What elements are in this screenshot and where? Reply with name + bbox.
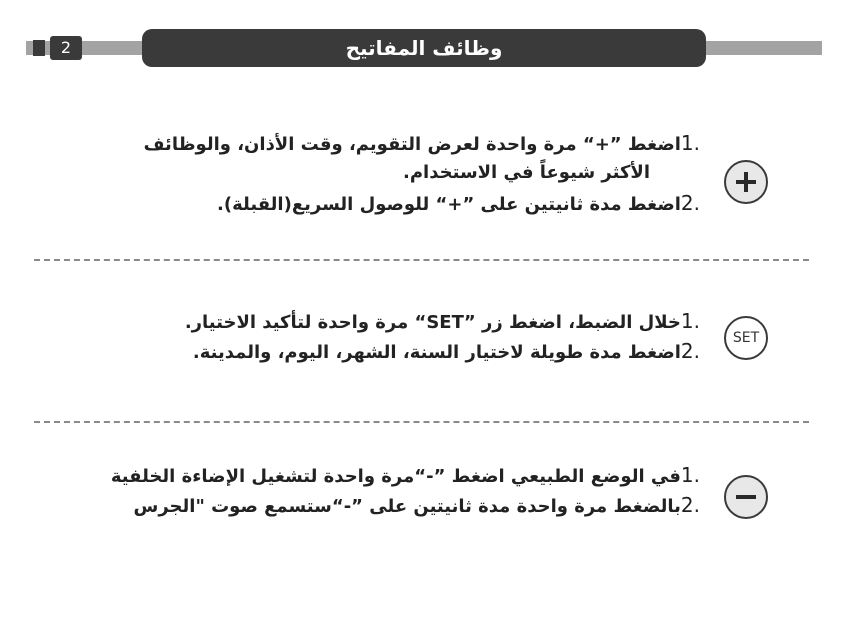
page-title: وظائف المفاتيح <box>142 29 706 67</box>
set-key-description <box>20 306 700 366</box>
minus-key-description <box>10 460 700 520</box>
minus-key <box>724 475 768 519</box>
plus-icon-stem <box>744 172 748 192</box>
description-line: .2بالضغط مرة واحدة مدة ثانيتين على ”-“ستسمع صوت "الجرس <box>133 493 700 517</box>
description-line: الأكثر شيوعاً في الاستخدام. <box>403 162 650 183</box>
description-line: .2اضغط مدة ثانيتين على ”+“ للوصول السريع(القبلة). <box>217 191 700 215</box>
header-marker <box>33 40 45 56</box>
section-divider <box>34 421 809 423</box>
section-divider <box>34 259 809 261</box>
plus-key <box>724 160 768 204</box>
description-line: .1اضغط ”+“ مرة واحدة لعرض التقويم، وقت الأذان، والوظائف <box>143 131 700 155</box>
description-line: .1خلال الضبط، اضغط زر ”SET“ مرة واحدة لتأكيد الاختيار. <box>184 309 700 333</box>
set-icon: SET <box>732 330 760 346</box>
description-line: .2اضغط مدة طويلة لاختيار السنة، الشهر، اليوم، والمدينة. <box>192 339 700 363</box>
page-number: 2 <box>50 36 82 60</box>
description-line: .1في الوضع الطبيعي اضغط ”-“مرة واحدة لتشغيل الإضاءة الخلفية <box>110 463 700 487</box>
minus-icon <box>736 495 756 499</box>
plus-key-description <box>20 128 700 218</box>
set-key <box>724 316 768 360</box>
